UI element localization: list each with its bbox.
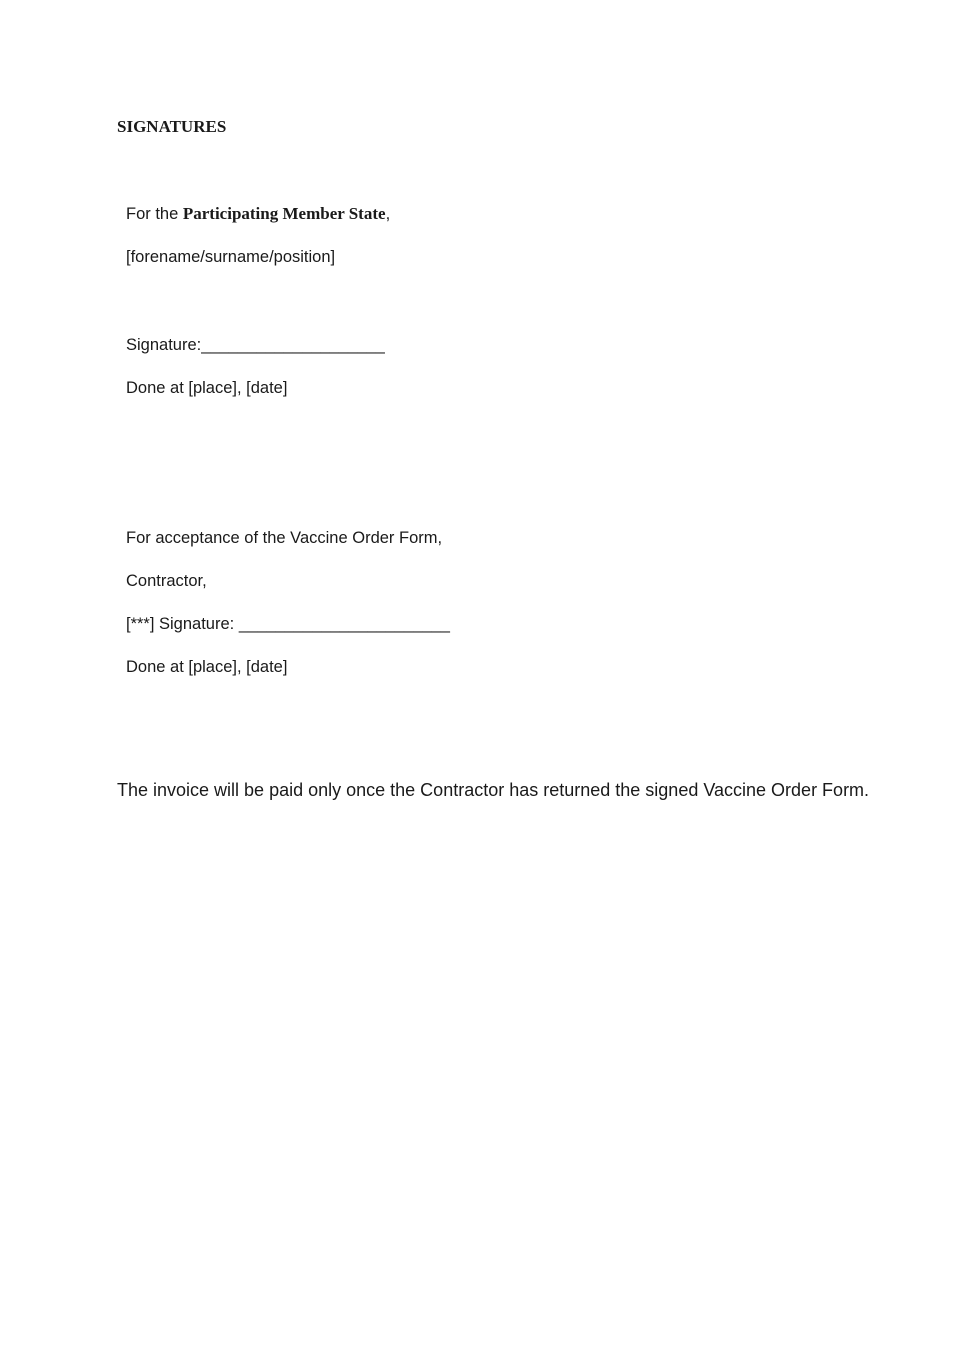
for-prefix: For the	[126, 205, 183, 223]
member-state-name-placeholder: [forename/surname/position]	[126, 248, 336, 266]
member-state-for-line	[126, 204, 390, 224]
contractor-done-at: Done at [place], [date]	[126, 658, 288, 676]
invoice-note: The invoice will be paid only once the Contractor has returned the signed Vaccine Order Form.	[117, 780, 870, 800]
for-suffix: ,	[385, 205, 391, 223]
contractor-signature-line: [***] Signature: _______________________	[126, 615, 450, 633]
member-state-signature-line: Signature:____________________	[126, 336, 385, 354]
member-state-done-at: Done at [place], [date]	[126, 379, 288, 397]
member-state-party-name: Participating Member State	[182, 204, 386, 223]
contractor-acceptance-line: For acceptance of the Vaccine Order Form,	[126, 529, 443, 547]
contractor-party-name: Contractor,	[126, 572, 207, 590]
section-heading: SIGNATURES	[117, 117, 227, 136]
